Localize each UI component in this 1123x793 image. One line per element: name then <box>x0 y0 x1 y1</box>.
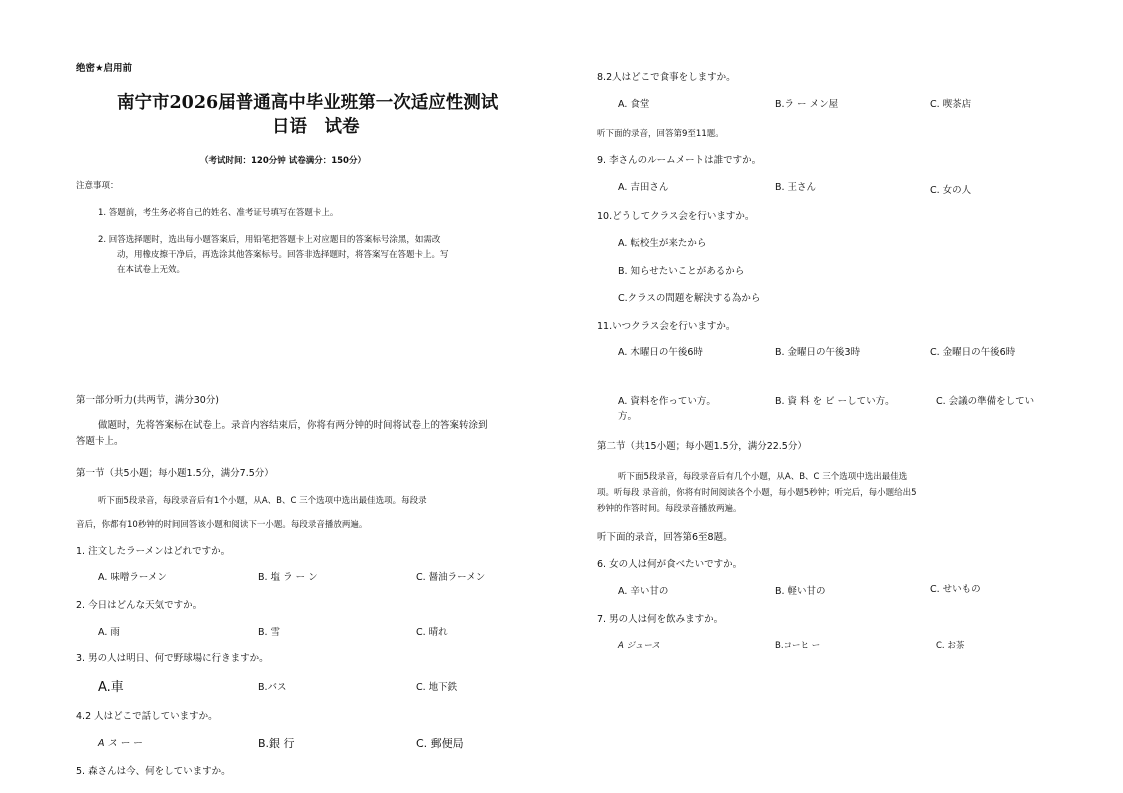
section2-intro-line-3: 秒钟的作答时间。每段录音播放两遍。 <box>597 504 742 514</box>
listen-instruction-9-11: 听下面的录音，回答第9至11题。 <box>597 129 724 139</box>
question-9-option-b: B. 王さん <box>775 182 817 193</box>
question-2-option-c: C. 晴れ <box>416 627 448 638</box>
exam-subtitle: 日语 试卷 <box>272 117 360 137</box>
confidential-label: 绝密★启用前 <box>76 63 133 74</box>
question-10-stem: 10.どうしてクラス会を行いますか。 <box>597 211 755 222</box>
question-4-stem: 4.2 人はどこで話していますか。 <box>76 711 218 722</box>
section2-heading: 第二节（共15小题；每小题1.5分，满分22.5分） <box>597 441 807 452</box>
question-6-option-c: C. せいもの <box>930 584 981 595</box>
question-3-option-a: A.車 <box>98 680 124 695</box>
question-9-option-c: C. 女の人 <box>930 185 972 196</box>
question-1-stem: 1. 注文したラーメンはどれですか。 <box>76 546 231 557</box>
part1-intro-line-2: 答题卡上。 <box>76 436 124 447</box>
section1-intro-line-1: 听下面5段录音，每段录音后有1个小题，从A、B、C 三个选项中选出最佳选项。每段录 <box>98 496 427 506</box>
question-2-option-a: A. 雨 <box>98 627 120 638</box>
question-3-stem: 3. 男の人は明日、何で野球場に行きますか。 <box>76 653 269 664</box>
question-3-option-b: B.バス <box>258 682 287 693</box>
question-11-option-c: C. 金曜日の午後6時 <box>930 347 1016 358</box>
question-7-option-b: B.コーヒ ー <box>775 641 821 651</box>
question-8-option-b: B.ラ ー メン屋 <box>775 99 839 110</box>
question-6-option-a: A. 辛い甘の <box>618 586 669 597</box>
question-2-stem: 2. 今日はどんな天気ですか。 <box>76 600 203 611</box>
exam-title: 南宁市2026届普通高中毕业班第一次适应性测试 <box>117 93 499 113</box>
question-11-stem: 11.いつクラス会を行いますか。 <box>597 321 736 332</box>
question-10-option-a: A. 転校生が来たから <box>618 238 707 249</box>
question-2-option-b: B. 雪 <box>258 627 281 638</box>
question-3-option-c: C. 地下鉄 <box>416 682 458 693</box>
question-4-option-b: B.銀 行 <box>258 737 295 750</box>
question-4-option-c: C. 郵便局 <box>416 737 464 750</box>
notes-item-2-line-2: 动，用橡皮擦干净后，再选涂其他答案标号。回答非选择题时，将答案写在答题卡上。写 <box>117 250 449 260</box>
question-10-option-b: B. 知らせたいことがあるから <box>618 266 745 277</box>
listen-instruction-6-8: 听下面的录音，回答第6至8题。 <box>597 532 733 543</box>
notes-item-2-line-1: 2. 回答选择题时，选出每小题答案后，用铅笔把答题卡上对应题目的答案标号涂黑，如需改 <box>98 235 441 245</box>
question-8-stem: 8.2人はどこで食事をしますか。 <box>597 72 736 83</box>
question-5-stem: 5. 森さんは今、何をしていますか。 <box>76 766 231 777</box>
question-4-option-a: A ス ー ー <box>98 738 143 749</box>
question-5-option-b: B. 資 料 を ビ ーしてい方。 <box>775 396 895 407</box>
question-9-stem: 9. 李さんのルームメートは誰ですか。 <box>597 155 762 166</box>
question-6-stem: 6. 女の人は何が食べたいですか。 <box>597 559 743 570</box>
section1-heading: 第一节（共5小题；每小题1.5分，满分7.5分） <box>76 468 274 479</box>
question-9-option-a: A. 吉田さん <box>618 182 669 193</box>
question-5-option-a: A. 資料を作ってい方。 <box>618 396 716 407</box>
question-5-option-c: C. 会議の準備をしてい <box>936 396 1035 407</box>
section1-intro-line-2: 音后，你都有10秒钟的时间回答该小题和阅读下一小题。每段录音播放两遍。 <box>76 520 368 530</box>
question-1-option-b: B. 塩 ラ ー ン <box>258 572 318 583</box>
question-1-option-a: A. 味噌ラーメン <box>98 572 167 583</box>
question-11-option-a: A. 木曜日の午後6時 <box>618 347 703 358</box>
question-11-option-b: B. 金曜日の午後3時 <box>775 347 861 358</box>
question-7-stem: 7. 男の人は何を飲みますか。 <box>597 614 724 625</box>
question-1-option-c: C. 醤油ラーメン <box>416 572 486 583</box>
question-7-option-c: C. お茶 <box>936 641 965 651</box>
notes-item-2-line-3: 在本试卷上无效。 <box>117 265 186 275</box>
notes-item-1: 1. 答题前，考生务必将自己的姓名、准考证号填写在答题卡上。 <box>98 208 339 218</box>
question-6-option-b: B. 軽い甘の <box>775 586 826 597</box>
section2-intro-line-2: 项。听每段 录音前，你将有时间阅读各个小题，每小题5秒钟；听完后，每小题给出5 <box>597 488 917 498</box>
question-8-option-a: A. 食堂 <box>618 99 650 110</box>
question-7-option-a: A ジュース <box>618 641 660 651</box>
part1-intro-line-1: 做题时，先将答案标在试卷上。录音内容结束后，你将有两分钟的时间将试卷上的答案转涂到 <box>98 420 488 431</box>
notes-heading: 注意事项： <box>76 181 119 191</box>
question-5-option-c-continued: 方。 <box>618 411 638 422</box>
section2-intro-line-1: 听下面5段录音，每段录音后有几个小题，从A、B、C 三个选项中选出最佳选 <box>618 472 908 482</box>
part1-heading: 第一部分听力(共两节，满分30分) <box>76 395 220 406</box>
question-8-option-c: C. 喫茶店 <box>930 99 972 110</box>
exam-info: （考试时间：120分钟 试卷满分：150分） <box>200 156 366 166</box>
question-10-option-c: C.クラスの問題を解決する為から <box>618 293 761 304</box>
